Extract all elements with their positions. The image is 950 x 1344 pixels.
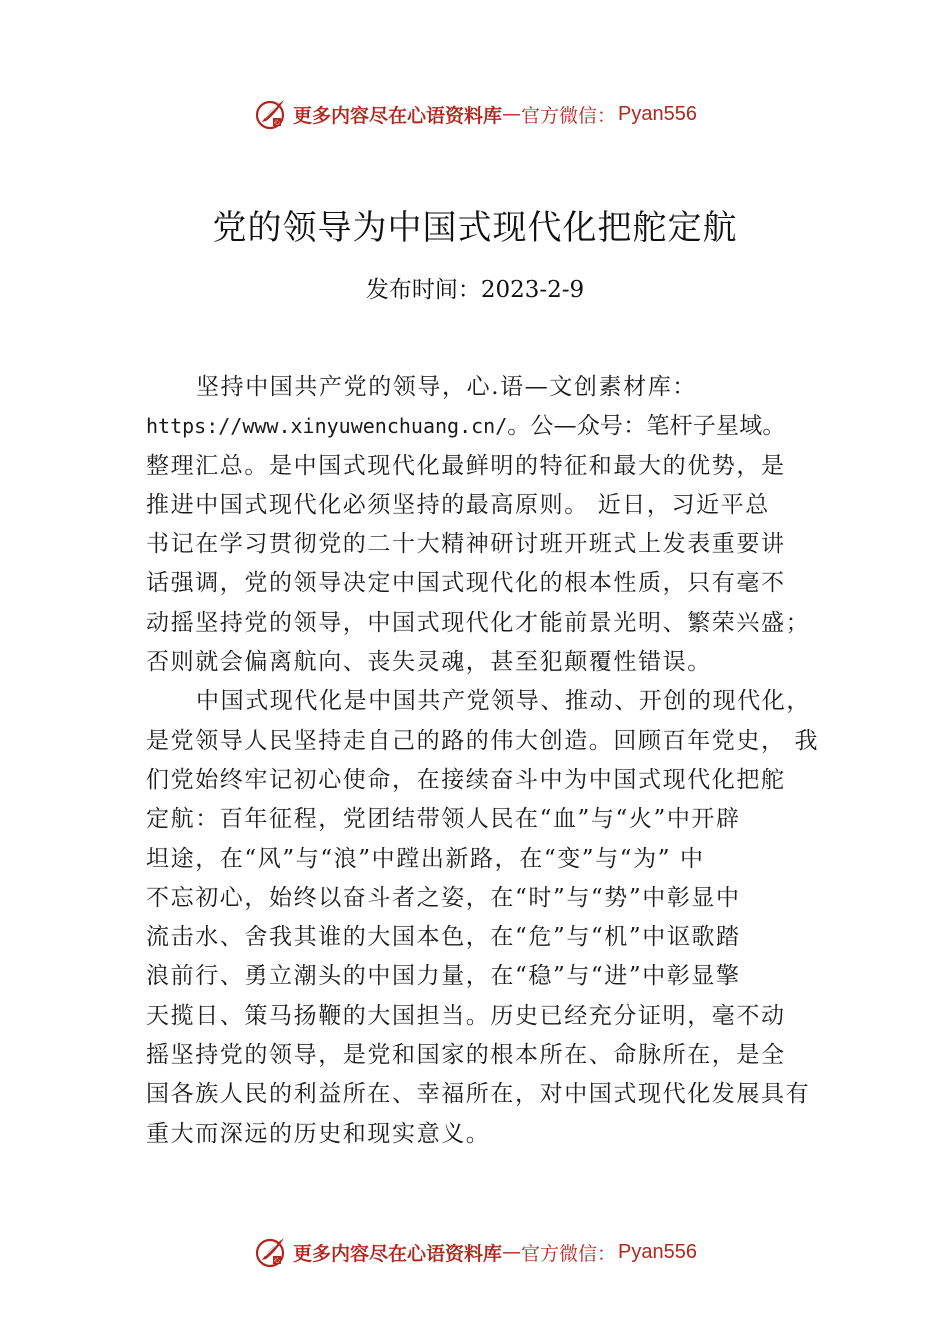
paragraph-line: 们党始终牢记初心使命，在接续奋斗中为中国式现代化把舵 <box>146 766 786 793</box>
header-banner <box>0 92 950 136</box>
paragraph-line: 整理汇总。是中国式现代化最鲜明的特征和最大的优势，是 <box>146 452 786 479</box>
paragraph-line: 国各族人民的利益所在、幸福所在，对中国式现代化发展具有 <box>146 1081 811 1108</box>
paragraph-line: 中国式现代化是中国共产党领导、推动、开创的现代化， <box>196 688 811 715</box>
paragraph-line: 不忘初心，始终以奋斗者之姿，在“时”与“势”中彰显中 <box>146 884 741 911</box>
quill-pen-logo-icon <box>253 96 289 132</box>
banner-separator: — <box>502 103 522 125</box>
banner-wechat-id: Pyan556 <box>618 1240 697 1263</box>
paragraph-line: 是党领导人民坚持走自己的路的伟大创造。回顾百年党史， 我 <box>146 727 820 754</box>
banner-brand-text: 更多内容尽在心语资料库 <box>293 1242 503 1265</box>
publish-date-label: 发布时间： <box>365 277 481 303</box>
paragraph-line: 定航：百年征程，党团结带领人民在“血”与“火”中开辟 <box>146 806 741 833</box>
paragraph-line: 坦途，在“风”与“浪”中蹚出新路，在“变”与“为” 中 <box>146 845 705 872</box>
paragraph-line: 坚持中国共产党的领导，心.语—文创素材库： <box>196 374 697 400</box>
banner-separator: — <box>502 1241 522 1263</box>
publish-date <box>0 271 950 304</box>
paragraph-line: 书记在学习贯彻党的二十大精神研讨班开班式上发表重要讲 <box>146 531 786 558</box>
svg-text:心: 心 <box>273 1257 281 1265</box>
quill-pen-logo-icon <box>253 1234 289 1270</box>
paragraph-line: 浪前行、勇立潮头的中国力量，在“稳”与“进”中彰显擎 <box>146 963 741 990</box>
paragraph-line: 流击水、舍我其谁的大国本色，在“危”与“机”中讴歌踏 <box>146 924 741 951</box>
banner-wechat-label: 官方微信： <box>521 104 617 127</box>
svg-text:心: 心 <box>273 119 281 127</box>
footer-banner <box>0 1230 950 1274</box>
document-title: 党的领导为中国式现代化把舵定航 <box>212 208 738 248</box>
paragraph-line: 重大而深远的历史和现实意义。 <box>146 1120 491 1147</box>
source-url-link[interactable]: https://www.xinyuwenchuang.cn/ <box>146 414 508 439</box>
publish-date-value: 2023-2-9 <box>480 277 585 303</box>
paragraph-line: 话强调，党的领导决定中国式现代化的根本性质，只有毫不 <box>146 570 786 597</box>
paragraph-line: 摇坚持党的领导，是党和国家的根本所在、命脉所在，是全 <box>146 1042 786 1069</box>
banner-brand-text: 更多内容尽在心语资料库 <box>293 104 503 127</box>
paragraph-line: 否则就会偏离航向、丧失灵魂，甚至犯颠覆性错误。 <box>146 649 712 676</box>
source-url-suffix: 。公—众号：笔杆子星域。 <box>507 413 786 440</box>
banner-wechat-label: 官方微信： <box>521 1242 617 1265</box>
banner-wechat-id: Pyan556 <box>618 102 697 125</box>
article-body <box>146 368 826 1154</box>
paragraph-line: 天揽日、策马扬鞭的大国担当。历史已经充分证明，毫不动 <box>146 1002 786 1029</box>
paragraph-line: 推进中国式现代化必须坚持的最高原则。 近日，习近平总 <box>146 491 770 518</box>
paragraph-line: 动摇坚持党的领导，中国式现代化才能前景光明、繁荣兴盛； <box>146 609 811 636</box>
paragraph-line <box>146 407 826 446</box>
